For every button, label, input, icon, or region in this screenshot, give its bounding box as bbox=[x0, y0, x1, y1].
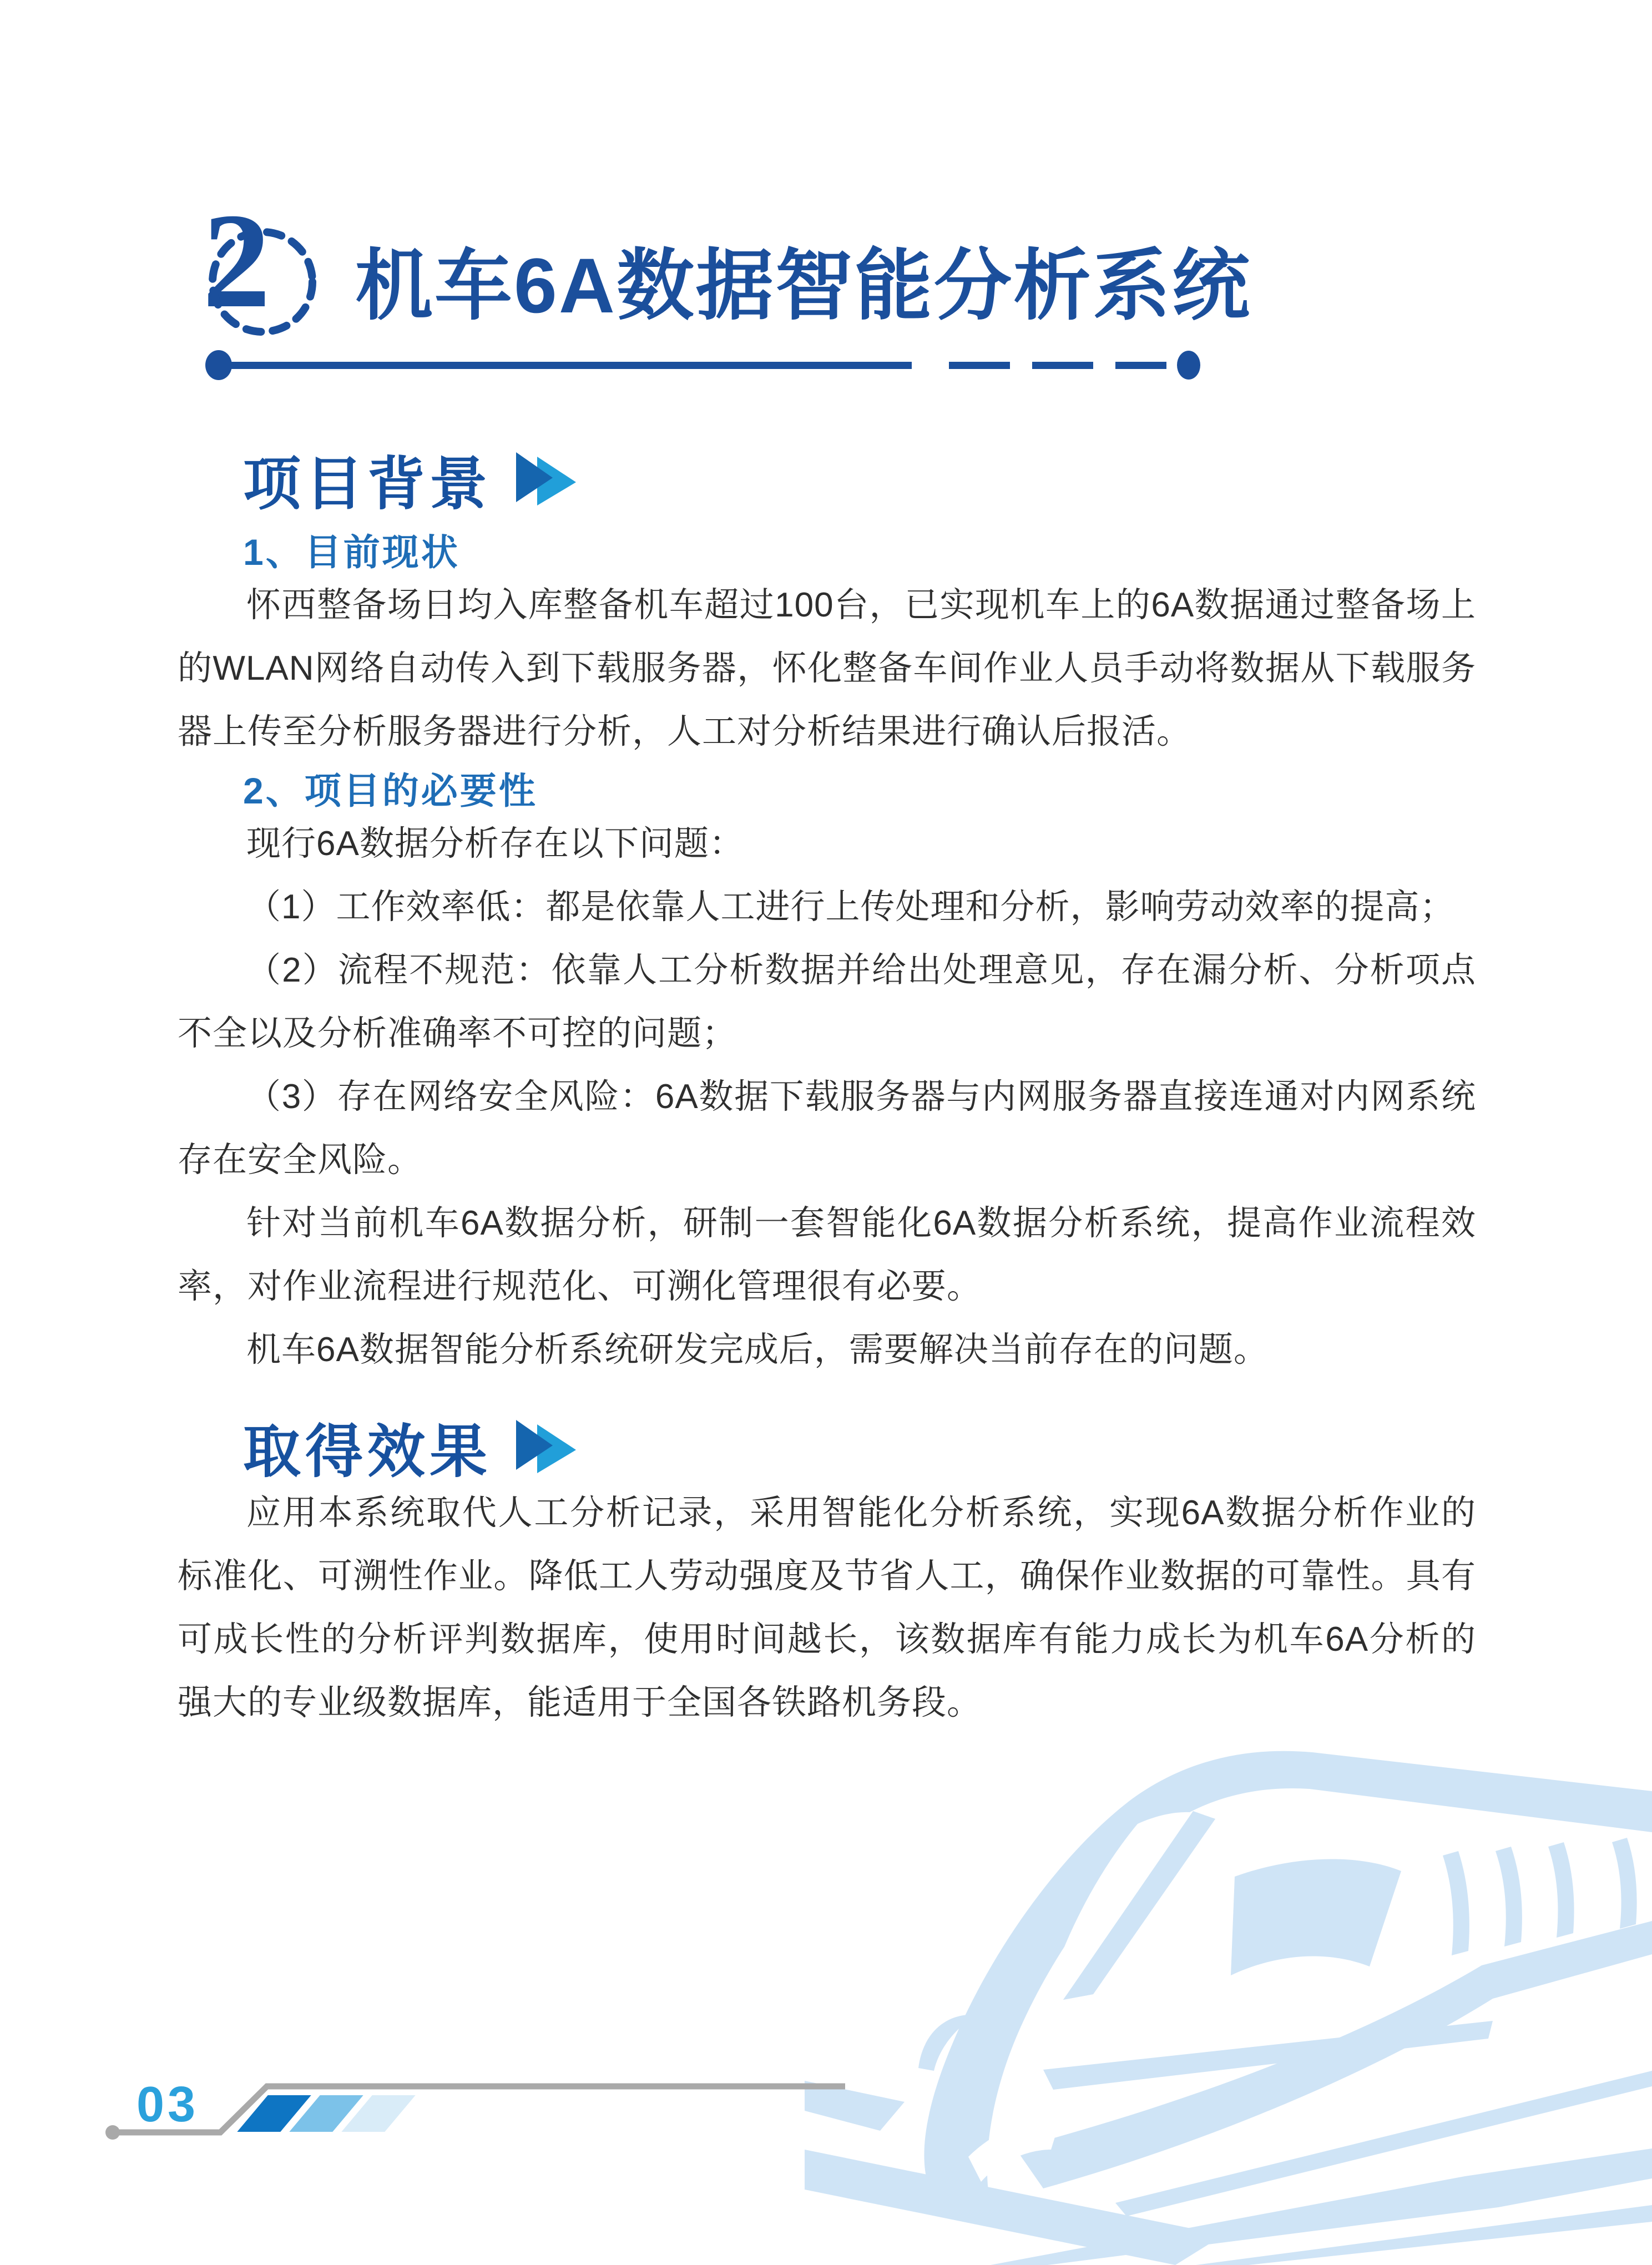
paragraph-results: 应用本系统取代人工分析记录，采用智能化分析系统，实现6A数据分析作业的标准化、可溯性作业。降低工人劳动强度及节省人工，确保作业数据的可靠性。具有可成长性的分析评判数据库，使用时间越长，该数据库有能力成长为机车6A分析的强大的专业级数据库，能适用于全国各铁路机务段。 bbox=[178, 1494, 1476, 1722]
paragraph-solution: 针对当前机车6A数据分析，研制一套智能化6A数据分析系统，提高作业流程效率，对作业流程进行规范化、可溯化管理很有必要。 bbox=[178, 1204, 1476, 1306]
section-heading-results bbox=[178, 1412, 1476, 1482]
subheading-necessity: 2、项目的必要性 bbox=[243, 770, 538, 811]
section-heading-background bbox=[178, 444, 1476, 517]
section-number: 2 bbox=[203, 185, 271, 336]
page-title: 机车6A数据智能分析系统 bbox=[355, 242, 1251, 329]
double-triangle-right-icon bbox=[516, 451, 585, 507]
header-divider-line bbox=[200, 344, 1221, 388]
section-heading-background-label: 项目背景 bbox=[243, 452, 492, 517]
double-triangle-right-icon bbox=[516, 1419, 585, 1474]
paragraph-problems-intro: 现行6A数据分析存在以下问题： bbox=[246, 825, 744, 863]
paragraph-problem-3: （3）存在网络安全风险：6A数据下载服务器与内网服务器直接连通对内网系统存在安全风险。 bbox=[178, 1078, 1476, 1179]
section-heading-results-label: 取得效果 bbox=[243, 1420, 492, 1484]
paragraph-problem-2: （2）流程不规范：依靠人工分析数据并给出处理意见，存在漏分析、分析项点不全以及分析准确率不可控的问题； bbox=[178, 951, 1476, 1053]
subheading-current-status: 1、目前现状 bbox=[243, 532, 460, 573]
dashed-circle-decoration bbox=[208, 227, 317, 336]
content-column bbox=[178, 444, 1476, 1735]
high-speed-train-icon bbox=[805, 1710, 1652, 2265]
page-number: 03 bbox=[137, 2077, 199, 2132]
paragraph-goal: 机车6A数据智能分析系统研发完成后，需要解决当前存在的问题。 bbox=[246, 1331, 1269, 1369]
footer-divider-line bbox=[103, 2072, 852, 2145]
paragraph-current-status: 怀西整备场日均入库整备机车超过100台，已实现机车上的6A数据通过整备场上的WLAN网络自动传入到下载服务器，怀化整备车间作业人员手动将数据从下载服务器上传至分析服务器进行分析，人工对分析结果进行确认后报活。 bbox=[178, 586, 1476, 751]
paragraph-problem-1: （1）工作效率低：都是依靠人工进行上传处理和分析，影响劳动效率的提高； bbox=[246, 888, 1455, 926]
